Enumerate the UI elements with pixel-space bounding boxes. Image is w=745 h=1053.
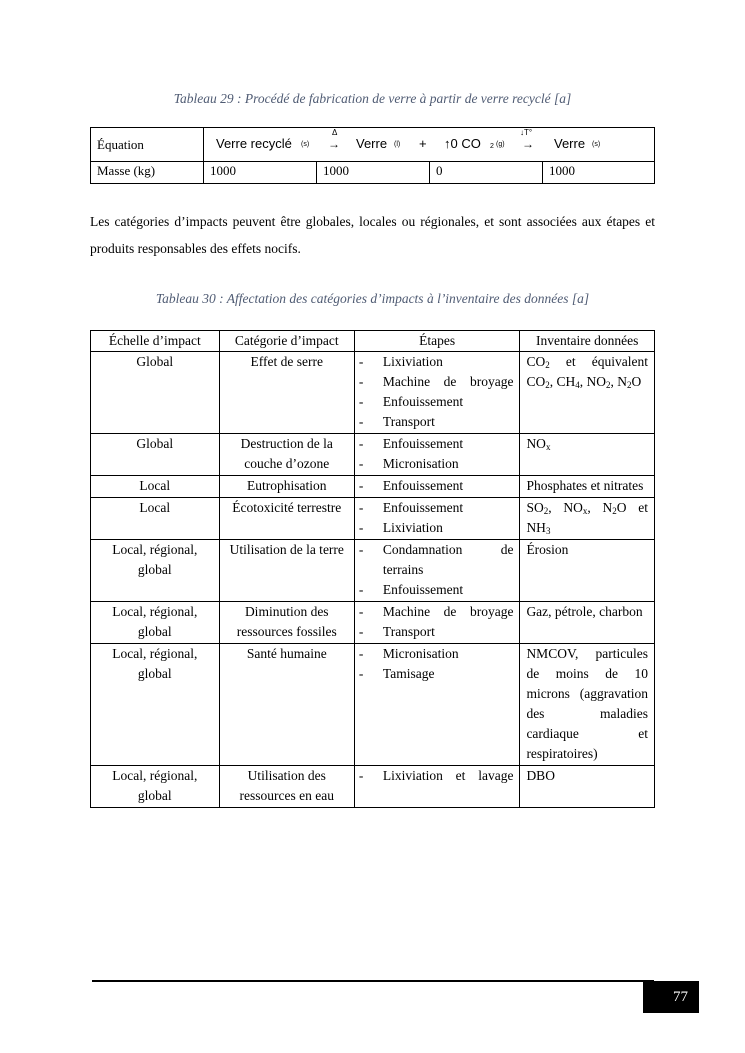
eq-product3: Verre <box>554 136 586 151</box>
impact-category: Destruction de la couche d’ozone <box>219 434 354 476</box>
step-item: - Condamnation de terrains <box>359 540 514 580</box>
impact-scale: Global <box>91 352 220 434</box>
eq-arrow1-label: Δ <box>332 128 338 137</box>
impact-category: Écotoxicité terrestre <box>219 498 354 540</box>
impact-steps <box>354 766 520 808</box>
body-paragraph: Les catégories d’impacts peuvent être globales, locales ou régionales, et sont associées aux étapes et produits responsables des effets nocifs. <box>90 214 655 256</box>
page-number: 77 <box>643 981 699 1013</box>
eq-arrow1-icon: → <box>328 137 340 151</box>
impact-scale: Local, régional, global <box>91 766 220 808</box>
step-item: - Enfouissement <box>359 498 514 518</box>
masse-value: 1000 <box>317 162 430 184</box>
eq-product1: Verre <box>356 136 388 151</box>
impact-scale: Global <box>91 434 220 476</box>
impact-category: Diminution des ressources fossiles <box>219 602 354 644</box>
table-row <box>91 602 655 644</box>
table-row <box>91 476 655 498</box>
impact-scale: Local <box>91 476 220 498</box>
step-item: - Enfouissement <box>359 392 514 412</box>
impact-scale: Local, régional, global <box>91 540 220 602</box>
equation-cell <box>204 128 655 162</box>
table29-caption: Tableau 29 : Procédé de fabrication de verre à partir de verre recyclé [a] <box>173 91 572 106</box>
impact-steps <box>354 540 520 602</box>
eq-reactant-state: (s) <box>301 141 310 148</box>
inventory: NMCOV, particules de moins de 10 microns (aggravation des maladies cardiaque et respiratoires) <box>520 644 655 766</box>
table30-header-row <box>91 331 655 352</box>
inventory: $SO_2$, $NO_x$, $N_2O$ et $NH_3$ <box>520 498 655 540</box>
impact-category: Effet de serre <box>219 352 354 434</box>
header-category: Catégorie d’impact <box>219 331 354 352</box>
header-scale: Échelle d’impact <box>91 331 220 352</box>
eq-product1-state: (l) <box>394 141 401 148</box>
step-item: - Micronisation <box>359 644 514 664</box>
impact-steps <box>354 644 520 766</box>
step-item: - Enfouissement <box>359 580 514 600</box>
impact-scale: Local <box>91 498 220 540</box>
step-item: - Machine de broyage <box>359 372 514 392</box>
inventory: DBO <box>520 766 655 808</box>
table29-equation-row <box>91 128 655 162</box>
step-item: - Lixiviation <box>359 518 514 538</box>
eq-reactant: Verre recyclé <box>216 136 292 151</box>
eq-product2: ↑0 CO <box>444 136 481 151</box>
chemical-equation <box>204 128 654 159</box>
step-item: - Tamisage <box>359 664 514 684</box>
impact-scale: Local, régional, global <box>91 644 220 766</box>
eq-arrow2-label: ↓T° <box>520 128 533 137</box>
footer-rule <box>92 980 654 982</box>
impact-scale: Local, régional, global <box>91 602 220 644</box>
table-row <box>91 352 655 434</box>
step-item: - Micronisation <box>359 454 514 474</box>
impact-steps <box>354 434 520 476</box>
step-item: - Transport <box>359 412 514 432</box>
eq-product2-state: (g) <box>496 141 505 148</box>
impact-steps <box>354 476 520 498</box>
equation-label: Équation <box>91 128 204 162</box>
table29-masse-row <box>91 162 655 184</box>
eq-product3-state: (s) <box>592 141 601 148</box>
inventory: $CO_2$ et équivalent $CO_2$, $CH_4$, $NO_2$, $N_2O$ <box>520 352 655 434</box>
eq-plus: + <box>419 136 427 151</box>
masse-label: Masse (kg) <box>91 162 204 184</box>
header-inventory: Inventaire données <box>520 331 655 352</box>
table30-caption: Tableau 30 : Affectation des catégories d’impacts à l’inventaire des données [a] <box>155 291 590 306</box>
step-item: - Lixiviation <box>359 352 514 372</box>
step-item: - Enfouissement <box>359 476 514 496</box>
table-row <box>91 766 655 808</box>
step-item: - Enfouissement <box>359 434 514 454</box>
table29 <box>90 127 655 184</box>
impact-steps <box>354 498 520 540</box>
step-item: - Machine de broyage <box>359 602 514 622</box>
table-row <box>91 434 655 476</box>
impact-category: Utilisation de la terre <box>219 540 354 602</box>
impact-steps <box>354 352 520 434</box>
masse-value: 0 <box>430 162 543 184</box>
table-row <box>91 644 655 766</box>
inventory: Phosphates et nitrates <box>520 476 655 498</box>
impact-category: Eutrophisation <box>219 476 354 498</box>
table30 <box>90 330 655 808</box>
eq-product2-sub: 2 <box>490 143 494 150</box>
eq-arrow2-icon: → <box>522 137 534 151</box>
table-row <box>91 498 655 540</box>
step-item: - Transport <box>359 622 514 642</box>
inventory: $NO_x$ <box>520 434 655 476</box>
header-steps: Étapes <box>354 331 520 352</box>
inventory: Gaz, pétrole, charbon <box>520 602 655 644</box>
impact-steps <box>354 602 520 644</box>
inventory: Érosion <box>520 540 655 602</box>
masse-value: 1000 <box>204 162 317 184</box>
impact-category: Santé humaine <box>219 644 354 766</box>
step-item: - Lixiviation et lavage <box>359 766 514 786</box>
impact-category: Utilisation des ressources en eau <box>219 766 354 808</box>
table-row <box>91 540 655 602</box>
masse-value: 1000 <box>543 162 655 184</box>
